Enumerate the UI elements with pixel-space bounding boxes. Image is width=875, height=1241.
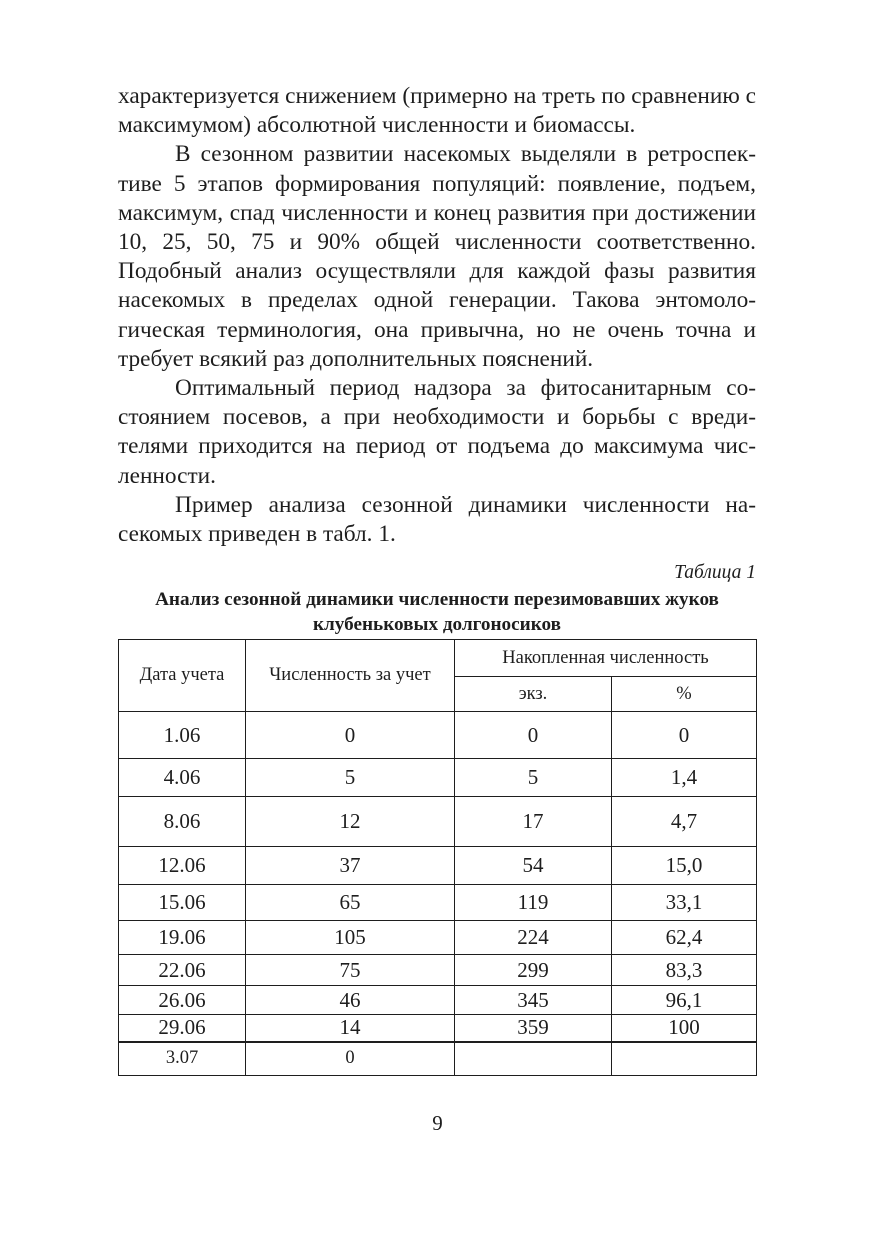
header-date: Дата учета <box>119 640 246 712</box>
table-title <box>118 588 756 637</box>
cell-percent: 96,1 <box>612 986 757 1015</box>
cell-accumulated: 299 <box>455 955 612 986</box>
cell-count: 75 <box>246 955 455 986</box>
cell-count: 46 <box>246 986 455 1015</box>
cell-count: 12 <box>246 797 455 847</box>
cell-accumulated: 345 <box>455 986 612 1015</box>
cell-date: 4.06 <box>119 759 246 797</box>
cell-count: 5 <box>246 759 455 797</box>
cell-percent: 15,0 <box>612 847 757 885</box>
header-count: Численность за учет <box>246 640 455 712</box>
cell-accumulated: 5 <box>455 759 612 797</box>
cell-date: 29.06 <box>119 1015 246 1042</box>
cell-accumulated <box>455 1042 612 1076</box>
cell-date: 3.07 <box>119 1042 246 1076</box>
table-row <box>119 797 757 847</box>
cell-percent: 83,3 <box>612 955 757 986</box>
table-title-line-2: клубеньковых долгоносиков <box>312 613 561 635</box>
cell-accumulated: 0 <box>455 712 612 759</box>
cell-percent <box>612 1042 757 1076</box>
cell-date: 12.06 <box>119 847 246 885</box>
cell-percent: 62,4 <box>612 921 757 955</box>
paragraph-4: Пример анализа сезонной динамики численности насекомых приведен в табл. 1. <box>118 491 756 548</box>
cell-percent: 33,1 <box>612 885 757 921</box>
header-percent: % <box>612 677 757 712</box>
cell-percent: 100 <box>612 1015 757 1042</box>
table-row <box>119 955 757 986</box>
cell-accumulated: 17 <box>455 797 612 847</box>
cell-percent: 0 <box>612 712 757 759</box>
cell-count: 65 <box>246 885 455 921</box>
paragraph-3: Оптимальный период надзора за фитосанитарным состоянием посевов, а при необходимости и борьбы с вредителями приходится на период от подъема до максимума численности. <box>118 375 756 489</box>
cell-accumulated: 54 <box>455 847 612 885</box>
cell-date: 26.06 <box>119 986 246 1015</box>
table-row <box>119 1042 757 1076</box>
table-row <box>119 986 757 1015</box>
table-row <box>119 921 757 955</box>
cell-count: 0 <box>246 712 455 759</box>
paragraph-1: характеризуется снижением (примерно на треть по сравнению с максимумом) абсолютной численности и биомассы. <box>118 83 756 139</box>
header-accumulated: Накопленная численность <box>455 640 757 677</box>
cell-percent: 4,7 <box>612 797 757 847</box>
cell-percent: 1,4 <box>612 759 757 797</box>
cell-accumulated: 119 <box>455 885 612 921</box>
cell-accumulated: 359 <box>455 1015 612 1042</box>
header-pcs: экз. <box>455 677 612 712</box>
cell-count: 37 <box>246 847 455 885</box>
cell-count: 14 <box>246 1015 455 1042</box>
cell-date: 1.06 <box>119 712 246 759</box>
cell-date: 22.06 <box>119 955 246 986</box>
data-table <box>118 639 757 1076</box>
cell-count: 105 <box>246 921 455 955</box>
page-number: 9 <box>432 1111 443 1135</box>
cell-date: 8.06 <box>119 797 246 847</box>
cell-date: 19.06 <box>119 921 246 955</box>
paragraph-2: В сезонном развитии насекомых выделяли в ретроспективе 5 этапов формирования популяций: появление, подъем, максимум, спад численности и конец развития при достижении 10, 25, 50, 75 и 90% общей численности соответственно. Подобный анализ осуществляли для каждой фазы развития насекомых в пределах одной генерации. Такова энтомологическая терминология, она привычна, но не очень точна и требует всякий раз дополнительных пояснений. <box>118 141 756 372</box>
body-text <box>118 82 756 549</box>
table-row <box>119 885 757 921</box>
cell-date: 15.06 <box>119 885 246 921</box>
cell-count: 0 <box>246 1042 455 1076</box>
table-label: Таблица 1 <box>674 562 756 583</box>
table-row <box>119 712 757 759</box>
table-row <box>119 759 757 797</box>
cell-accumulated: 224 <box>455 921 612 955</box>
table-row <box>119 1015 757 1042</box>
table-title-line-1: Анализ сезонной динамики численности перезимовавших жуков <box>155 589 719 610</box>
table-row <box>119 847 757 885</box>
